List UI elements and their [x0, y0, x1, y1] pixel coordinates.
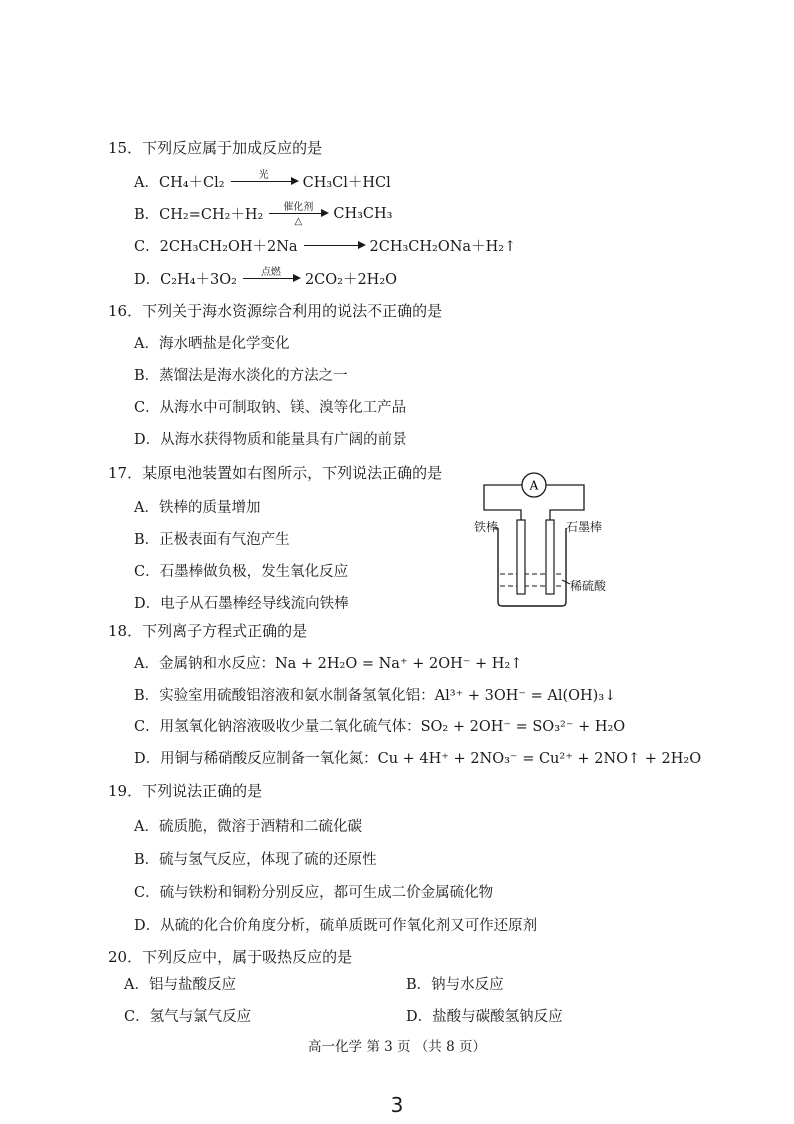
q16-option-b: B．蒸馏法是海水淡化的方法之一 — [134, 368, 348, 384]
q15-a-rhs: CH₃Cl＋HCl — [302, 175, 391, 191]
q15-b-condition-top: 催化剂 — [283, 201, 314, 213]
q20-option-c: C．氢气与氯气反应 — [124, 1009, 252, 1025]
q17-option-b: B．正极表面有气泡产生 — [134, 532, 290, 548]
q18-option-c: C．用氢氧化钠溶液吸收少量二氧化硫气体：SO₂ + 2OH⁻ = SO₃²⁻ + H₂O — [134, 719, 626, 735]
q16-stem: 16．下列关于海水资源综合利用的说法不正确的是 — [108, 302, 443, 320]
q15-b-label: B． — [134, 207, 160, 223]
reaction-arrow — [243, 266, 299, 279]
q19-option-a: A．硫质脆，微溶于酒精和二硫化碳 — [134, 819, 362, 835]
q20-option-d: D．盐酸与碳酸氢钠反应 — [406, 1009, 563, 1025]
q15-option-d — [134, 268, 397, 289]
q17-option-d: D．电子从石墨棒经导线流向铁棒 — [134, 596, 349, 612]
q20-stem: 20．下列反应中，属于吸热反应的是 — [108, 948, 353, 966]
q15-d-label: D． — [134, 272, 161, 288]
q15-c-rhs: 2CH₃CH₂ONa＋H₂↑ — [369, 239, 517, 255]
q15-stem: 15．下列反应属于加成反应的是 — [108, 139, 323, 157]
page-number: 3 — [390, 1093, 404, 1117]
q15-option-b — [134, 201, 393, 227]
q15-a-condition: 光 — [258, 169, 269, 181]
q15-c-label: C． — [134, 239, 160, 255]
q19-option-b: B．硫与氢气反应，体现了硫的还原性 — [134, 852, 377, 868]
graphite-rod-icon — [546, 520, 554, 594]
q15-b-lhs: CH₂=CH₂＋H₂ — [159, 207, 264, 223]
q15-d-rhs: 2CO₂＋2H₂O — [304, 272, 398, 288]
q17-option-c: C．石墨棒做负极，发生氧化反应 — [134, 564, 349, 580]
q15-a-label: A． — [134, 175, 159, 191]
q16-option-a: A．海水晒盐是化学变化 — [134, 336, 290, 352]
q19-stem: 19．下列说法正确的是 — [108, 782, 263, 800]
q19-option-d: D．从硫的化合价角度分析，硫单质既可作氧化剂又可作还原剂 — [134, 918, 538, 934]
reaction-arrow — [304, 245, 364, 246]
graphite-rod-label: 石墨棒 — [566, 520, 603, 534]
q18-option-d: D．用铜与稀硝酸反应制备一氧化氮：Cu + 4H⁺ + 2NO₃⁻ = Cu²⁺ + 2NO↑ + 2H₂O — [134, 751, 702, 767]
q15-a-lhs: CH₄＋Cl₂ — [158, 175, 225, 191]
iron-rod-icon — [517, 520, 525, 594]
q20-option-b: B．钠与水反应 — [406, 977, 504, 993]
iron-rod-label: 铁棒 — [474, 520, 499, 534]
q15-option-a — [134, 171, 391, 192]
q18-option-a: A．金属钠和水反应：Na + 2H₂O = Na⁺ + 2OH⁻ + H₂↑ — [134, 656, 523, 672]
wire-right — [546, 485, 584, 520]
q16-option-d: D．从海水获得物质和能量具有广阔的前景 — [134, 432, 407, 448]
q15-c-lhs: 2CH₃CH₂OH＋2Na — [159, 239, 298, 255]
q15-d-lhs: C₂H₄＋3O₂ — [160, 272, 237, 288]
ammeter-label: A — [529, 478, 539, 493]
q18-stem: 18．下列离子方程式正确的是 — [108, 622, 308, 640]
q18-option-b: B．实验室用硫酸铝溶液和氨水制备氢氧化铝：Al³⁺ + 3OH⁻ = Al(OH)₃↓ — [134, 688, 617, 704]
q15-d-condition: 点燃 — [260, 266, 281, 278]
wire-left — [484, 485, 522, 520]
page-footer: 高一化学 第 3 页 （共 8 页） — [308, 1039, 486, 1055]
beaker-icon — [498, 528, 566, 606]
q19-option-c: C．硫与铁粉和铜粉分别反应，都可生成二价金属硫化物 — [134, 885, 494, 901]
q15-option-c — [134, 235, 516, 256]
electrolyte-label: 稀硫酸 — [570, 579, 607, 593]
q16-option-c: C．从海水中可制取钠、镁、溴等化工产品 — [134, 400, 407, 416]
reaction-arrow — [231, 169, 297, 182]
q15-b-condition-bottom: △ — [294, 215, 303, 227]
q17-option-a: A．铁棒的质量增加 — [134, 500, 261, 516]
q17-stem: 17．某原电池装置如右图所示，下列说法正确的是 — [108, 464, 443, 482]
reaction-arrow — [269, 201, 327, 227]
q15-b-rhs: CH₃CH₃ — [333, 205, 393, 222]
q20-option-a: A．铝与盐酸反应 — [124, 977, 236, 993]
